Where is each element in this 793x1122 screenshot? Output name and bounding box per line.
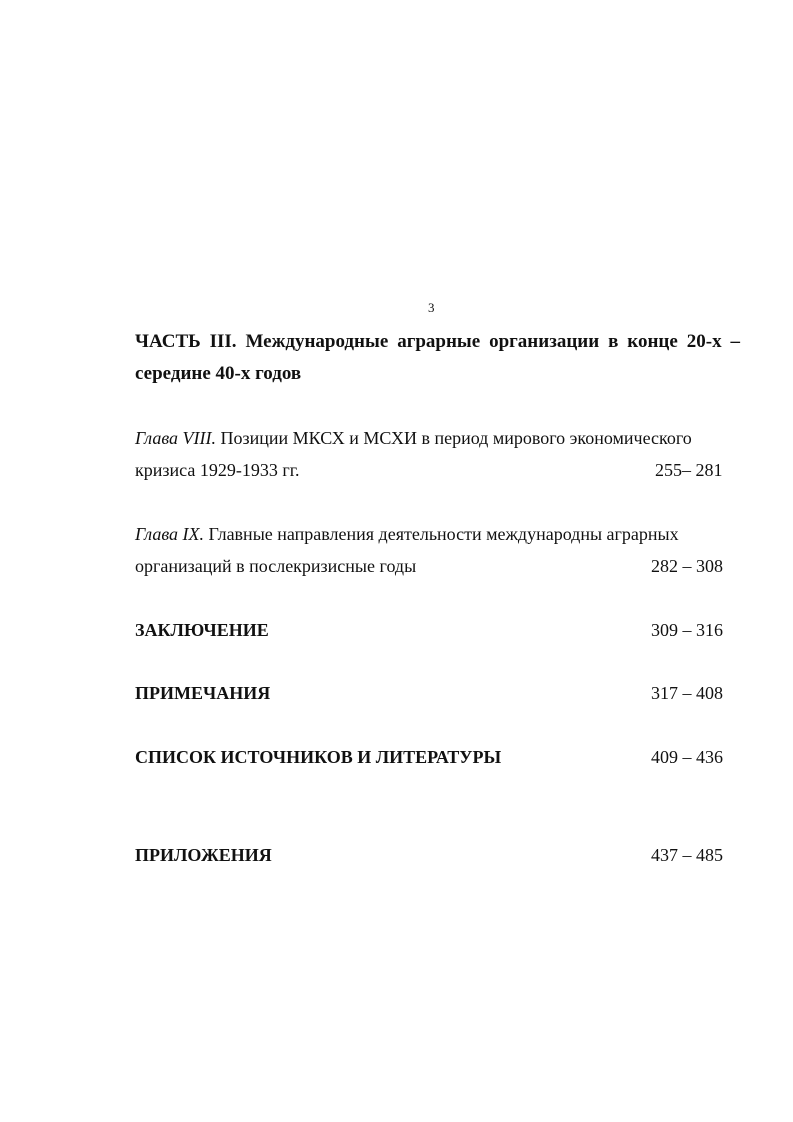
notes-pages: 317 – 408 xyxy=(651,683,723,703)
chapter-ix-pages: 282 – 308 xyxy=(651,556,723,576)
sources-title: СПИСОК ИСТОЧНИКОВ И ЛИТЕРАТУРЫ xyxy=(135,747,502,767)
toc-sources xyxy=(135,742,735,772)
part-heading xyxy=(135,326,740,390)
chapter-ix-label: Глава IX. xyxy=(135,524,205,544)
toc-notes xyxy=(135,678,735,708)
appendices-pages: 437 – 485 xyxy=(651,845,723,865)
chapter-viii-label: Глава VIII. xyxy=(135,428,217,448)
chapter-viii-line-2 xyxy=(135,454,735,486)
chapter-ix-title-line-2: организаций в послекризисные годы xyxy=(135,556,417,576)
toc-conclusion xyxy=(135,615,735,645)
chapter-viii-title-line-1: Позиции МКСХ и МСХИ в период мирового экономического xyxy=(220,428,692,448)
appendices-title: ПРИЛОЖЕНИЯ xyxy=(135,845,272,865)
chapter-ix-title-line-1: Главные направления деятельности международны аграрных xyxy=(208,524,679,544)
toc-chapter-viii xyxy=(135,422,735,486)
conclusion-title: ЗАКЛЮЧЕНИЕ xyxy=(135,620,269,640)
chapter-viii-line-1 xyxy=(135,422,735,454)
conclusion-pages: 309 – 316 xyxy=(651,620,723,640)
part-heading-line-1: ЧАСТЬ III. Международные аграрные организации в конце 20-х – xyxy=(135,331,740,352)
toc-chapter-ix xyxy=(135,518,735,582)
chapter-ix-line-1 xyxy=(135,518,735,550)
chapter-ix-line-2 xyxy=(135,550,735,582)
toc-appendices xyxy=(135,840,735,870)
part-heading-line-2: середине 40-х годов xyxy=(135,363,302,384)
notes-title: ПРИМЕЧАНИЯ xyxy=(135,683,271,703)
chapter-viii-pages: 255– 281 xyxy=(655,460,723,480)
chapter-viii-title-line-2: кризиса 1929-1933 гг. xyxy=(135,460,300,480)
page-number: 3 xyxy=(428,300,435,315)
sources-pages: 409 – 436 xyxy=(651,747,723,767)
